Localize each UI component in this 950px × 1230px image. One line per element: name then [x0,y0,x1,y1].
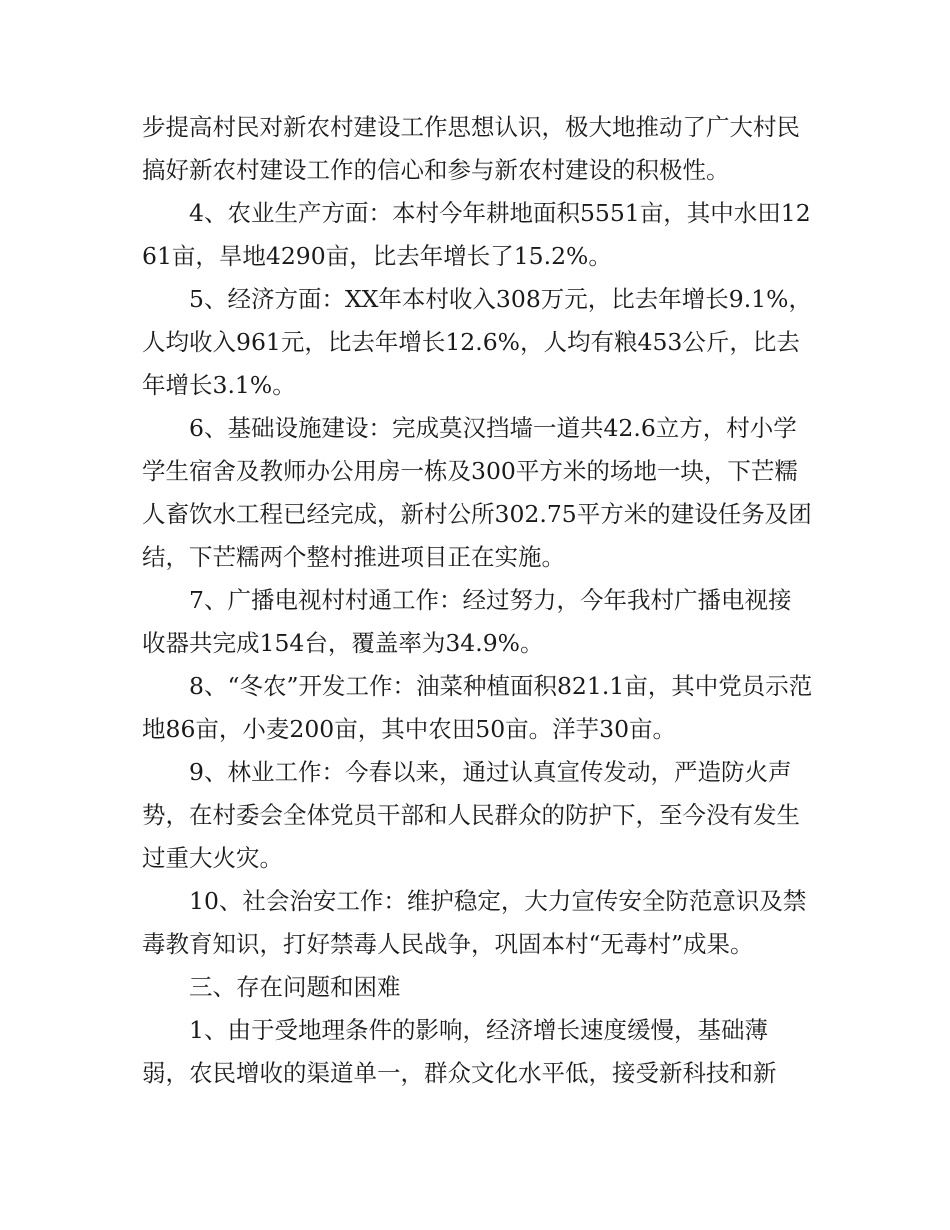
paragraph-forestry: 9、林业工作：今春以来，通过认真宣传发动，严造防火声势，在村委会全体党员干部和人民群众的防护下，至今没有发生过重大火灾。 [142,758,800,872]
paragraph-economy: 5、经济方面：XX年本村收入308万元，比去年增长9.1%，人均收入961元，比去年增长12.6%，人均有粮453公斤，比去年增长3.1%。 [142,285,812,399]
paragraph-public-security: 10、社会治安工作：维护稳定，大力宣传安全防范意识及禁毒教育知识，打好禁毒人民战争，巩固本村“无毒村”成果。 [142,887,807,958]
paragraph-winter-farming: 8、“冬农”开发工作：油菜种植面积821.1亩，其中党员示范地86亩，小麦200亩，其中农田50亩。洋芋30亩。 [142,672,813,743]
paragraph-problem-1: 1、由于受地理条件的影响，经济增长速度缓慢，基础薄弱，农民增收的渠道单一，群众文化水平低，接受新科技和新 [142,1016,777,1087]
paragraph-infrastructure: 6、基础设施建设：完成莫汉挡墙一道共42.6立方，村小学学生宿舍及教师办公用房一栋及300平方米的场地一块，下芒糯人畜饮水工程已经完成，新村公所302.75平方米的建设任务及团结，下芒糯两个整村推进项目正在实施。 [142,414,812,571]
paragraph-continuation: 步提高村民对新农村建设工作思想认识，极大地推动了广大村民搞好新农村建设工作的信心和参与新农村建设的积极性。 [142,113,800,184]
document-page [142,106,814,1095]
paragraph-broadcast-tv: 7、广播电视村村通工作：经过努力，今年我村广播电视接收器共完成154台，覆盖率为34.9%。 [142,586,792,657]
paragraph-agriculture: 4、农业生产方面：本村今年耕地面积5551亩，其中水田1261亩，旱地4290亩，比去年增长了15.2%。 [142,199,811,270]
section-heading-problems: 三、存在问题和困难 [189,973,401,1001]
